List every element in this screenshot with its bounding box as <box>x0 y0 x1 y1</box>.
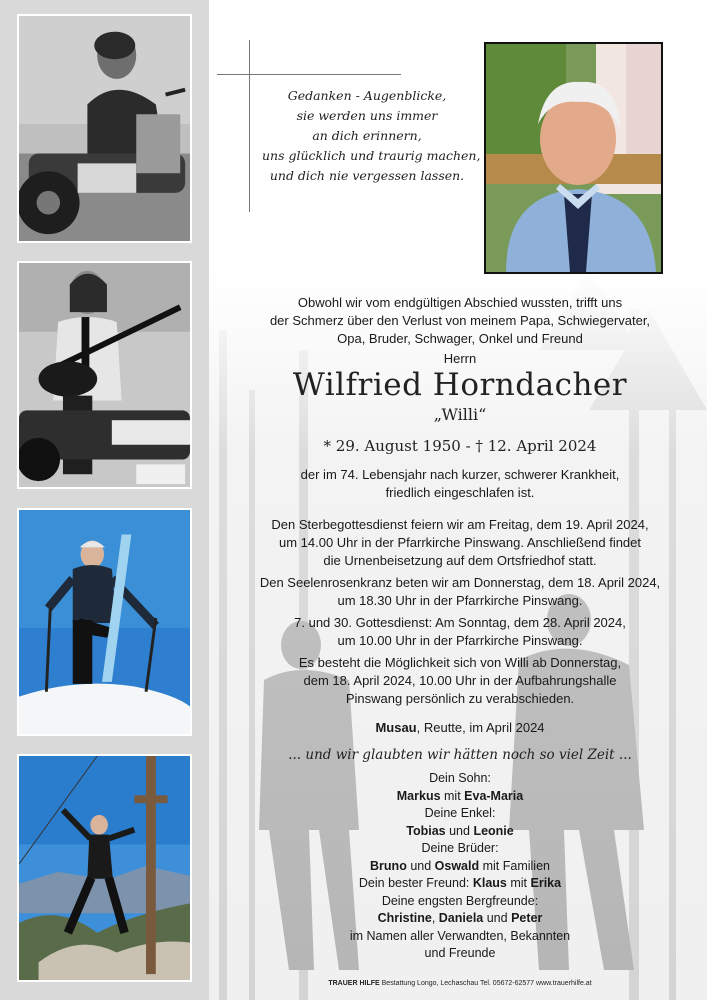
closing-line: und Freunde <box>424 946 496 960</box>
friend-name: Klaus <box>472 876 507 890</box>
mountain-friend-name: Christine <box>377 911 432 925</box>
cross-symbol-vertical <box>249 40 250 212</box>
mountain-friend-name: Peter <box>511 911 543 925</box>
son-partner: Eva-Maria <box>464 788 524 803</box>
portrait-photo <box>484 42 663 274</box>
mountain-friend-name: Daniela <box>438 911 484 925</box>
intro-line: der Schmerz über den Verlust von meinem Papa, Schwiegervater, <box>269 313 651 328</box>
connector: , <box>431 911 439 925</box>
age-line: der im 74. Lebensjahr nach kurzer, schwerer Krankheit, <box>300 467 620 482</box>
footer-brand: TRAUER HILFE <box>328 980 380 987</box>
funeral-home-footer <box>215 979 705 988</box>
family-list <box>215 770 705 963</box>
footer-text: Bestattung Longo, Lechaschau Tel. 05672-62577 www.trauerhilfe.at <box>379 980 592 987</box>
grandchild-name: Tobias <box>406 823 446 838</box>
cross-symbol-horizontal <box>217 74 401 75</box>
salutation: Herrn <box>443 351 477 366</box>
son-heading: Dein Sohn: <box>429 771 491 785</box>
life-dates: * 29. August 1950 - † 12. April 2024 <box>323 437 597 455</box>
place-rest: , Reutte, im April 2024 <box>416 720 545 735</box>
service-line: 7. und 30. Gottesdienst: Am Sonntag, dem 28. April 2024, <box>294 615 626 630</box>
connector: mit <box>506 876 531 890</box>
connector: mit Familien <box>479 858 550 873</box>
poem-line: Gedanken - Augenblicke, <box>287 88 447 103</box>
intro-line: Opa, Bruder, Schwager, Onkel und Freund <box>337 331 583 346</box>
connector: mit <box>440 788 465 803</box>
farewell-text <box>215 654 705 708</box>
service-line: Pinswang persönlich zu verabschieden. <box>345 691 575 706</box>
poem-line: uns glücklich und traurig machen, <box>262 148 481 163</box>
intro-text <box>215 294 705 348</box>
poem-line: an dich erinnern, <box>312 128 422 143</box>
service-line: Den Seelenrosenkranz beten wir am Donnerstag, dem 18. April 2024, <box>259 575 661 590</box>
service-line: dem 18. April 2024, 10.00 Uhr in der Aufbahrungshalle <box>303 673 617 688</box>
brother-name: Bruno <box>370 858 407 873</box>
closing-quote: ... und wir glaubten wir hätten noch so viel Zeit ... <box>288 747 632 763</box>
photo-summit-cross <box>17 754 192 982</box>
memorial-poem <box>262 86 481 186</box>
closing-line: im Namen aller Verwandten, Bekannten <box>349 928 571 943</box>
grandchildren-heading: Deine Enkel: <box>424 806 496 820</box>
service-line: um 10.00 Uhr in der Pfarrkirche Pinswang. <box>337 633 583 648</box>
connector: und <box>406 858 435 873</box>
photo-motorcycle <box>17 14 192 243</box>
friend-prefix: Dein bester Freund: <box>358 876 473 890</box>
son-name: Markus <box>396 788 441 803</box>
place-date <box>215 719 705 737</box>
service-line: Den Sterbegottesdienst feiern wir am Freitag, dem 19. April 2024, <box>271 517 649 532</box>
funeral-service-text <box>215 516 705 570</box>
deceased-nickname: „Willi“ <box>433 405 487 424</box>
connector: und <box>483 911 512 925</box>
deceased-name: Wilfried Horndacher <box>292 367 628 403</box>
age-line: friedlich eingeschlafen ist. <box>385 485 535 500</box>
poem-line: sie werden uns immer <box>296 108 438 123</box>
memorial-mass-text <box>215 614 705 650</box>
service-line: Es besteht die Möglichkeit sich von Willi ab Donnerstag, <box>298 655 622 670</box>
friend-partner: Erika <box>530 876 562 890</box>
mountain-friends-heading: Deine engsten Bergfreunde: <box>381 893 539 908</box>
grandchild-name: Leonie <box>473 823 514 838</box>
service-line: um 18.30 Uhr in der Pfarrkirche Pinswang. <box>337 593 583 608</box>
intro-line: Obwohl wir vom endgültigen Abschied wussten, trifft uns <box>297 295 623 310</box>
service-line: um 14.00 Uhr in der Pfarrkirche Pinswang. Anschließend findet <box>278 535 642 550</box>
poem-line: und dich nie vergessen lassen. <box>269 168 465 183</box>
rosary-text <box>215 574 705 610</box>
age-text <box>215 466 705 502</box>
photo-guitarist <box>17 261 192 489</box>
connector: und <box>445 823 474 838</box>
place-town: Musau <box>375 720 417 735</box>
brothers-heading: Deine Brüder: <box>421 841 499 855</box>
photo-ski-summit <box>17 508 192 736</box>
service-line: die Urnenbeisetzung auf dem Ortsfriedhof statt. <box>323 553 597 568</box>
brother-name: Oswald <box>434 858 480 873</box>
